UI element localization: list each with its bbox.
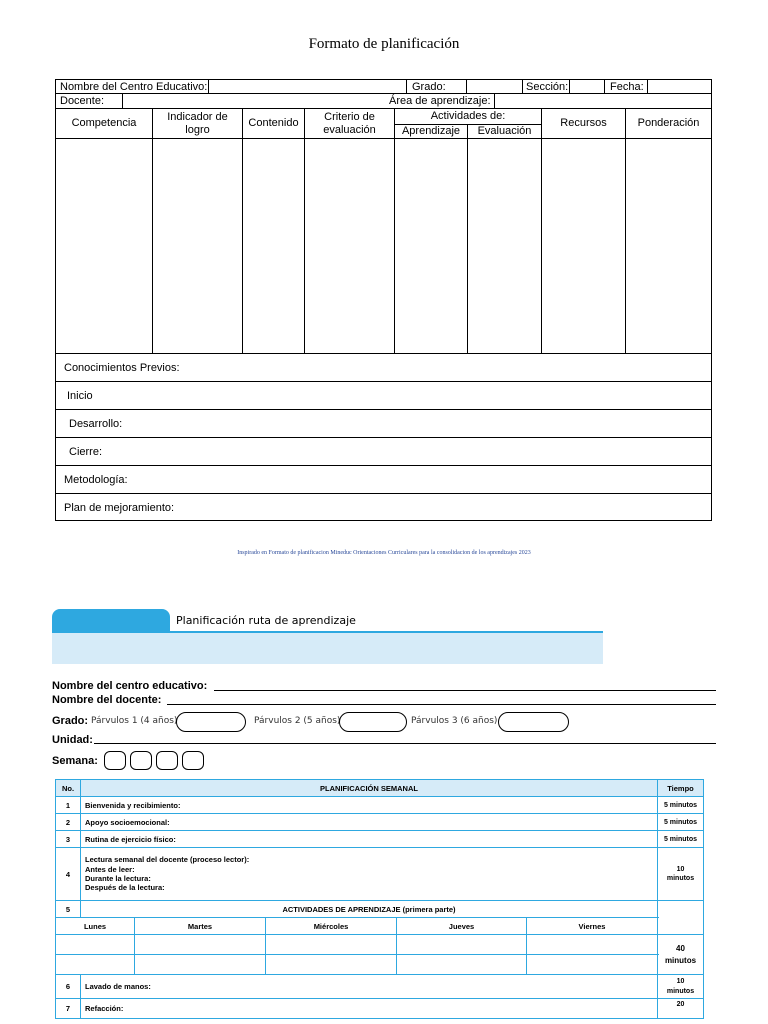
unit-field-line[interactable]	[94, 743, 716, 744]
school-label: Nombre del Centro Educativo:	[60, 81, 208, 93]
col-plan: PLANIFICACIÓN SEMANAL	[81, 780, 658, 797]
date-label: Fecha:	[610, 81, 644, 93]
planning-form-table	[55, 79, 712, 521]
section-label: Sección:	[526, 81, 569, 93]
day-lunes: Lunes	[56, 918, 135, 935]
week-field-label: Semana:	[52, 755, 98, 767]
metodologia-label: Metodología:	[64, 474, 128, 486]
table-row: 4 Lectura semanal del docente (proceso lector): Antes de leer: Durante la lectura: Después de la lectura: 10 minutos	[56, 848, 704, 901]
col-competencia: Competencia	[71, 117, 137, 130]
table-row: 2 Apoyo socioemocional: 5 minutos	[56, 814, 704, 831]
table-row: 7 Refacción: 20	[56, 999, 704, 1019]
week-box-1[interactable]	[104, 751, 126, 770]
week-box-2[interactable]	[130, 751, 152, 770]
document-title: Formato de planificación	[308, 36, 460, 52]
col-indicador: Indicador de logro	[167, 110, 228, 136]
grade-option-1: Párvulos 1 (4 años)	[91, 716, 178, 726]
table-row: 5 ACTIVIDADES DE APRENDIZAJE (primera parte)	[56, 901, 704, 918]
week-box-3[interactable]	[156, 751, 178, 770]
col-time: Tiempo	[658, 780, 704, 797]
grade-option-2-box[interactable]	[339, 712, 407, 732]
day-viernes: Viernes	[527, 918, 658, 935]
teacher-field-line[interactable]	[167, 704, 716, 705]
grade-option-3-box[interactable]	[498, 712, 569, 732]
school-field-line[interactable]	[214, 690, 716, 691]
col-evaluacion: Evaluación	[477, 125, 532, 138]
table-row: 3 Rutina de ejercicio físico: 5 minutos	[56, 831, 704, 848]
area-label: Área de aprendizaje:	[389, 95, 491, 107]
col-ponderacion: Ponderación	[637, 117, 700, 130]
source-footnote: Inspirado en Formato de planificacion Mineduc Orientaciones Curriculares para la consolidacion de los aprendizajes 2023	[237, 550, 531, 556]
grade-field-label: Grado:	[52, 715, 89, 727]
table-row: 6 Lavado de manos: 10 minutos	[56, 975, 704, 999]
day-jueves: Jueves	[397, 918, 527, 935]
desarrollo-label: Desarrollo:	[69, 418, 123, 430]
unit-field-label: Unidad:	[52, 734, 93, 746]
days-header-row	[56, 918, 704, 935]
col-contenido: Contenido	[248, 117, 299, 130]
table-row	[56, 955, 704, 975]
plan-label: Plan de mejoramiento:	[64, 502, 175, 514]
table-row: 40 minutos	[56, 935, 704, 955]
conocimientos-label: Conocimientos Previos:	[64, 362, 180, 374]
grade-label: Grado:	[412, 81, 446, 93]
col-no: No.	[56, 780, 81, 797]
day-miercoles: Miércoles	[266, 918, 397, 935]
teacher-field-label: Nombre del docente:	[52, 694, 162, 706]
col-actividades: Actividades de:	[430, 110, 506, 123]
col-aprendizaje: Aprendizaje	[401, 125, 461, 138]
inicio-label: Inicio	[67, 390, 93, 402]
grade-option-1-box[interactable]	[176, 712, 246, 732]
table-row: 1 Bienvenida y recibimiento: 5 minutos	[56, 797, 704, 814]
week-box-4[interactable]	[182, 751, 204, 770]
col-recursos: Recursos	[560, 117, 607, 130]
grade-option-3: Párvulos 3 (6 años)	[411, 716, 498, 726]
section-title: Planificación ruta de aprendizaje	[176, 614, 356, 627]
header-tab	[52, 609, 170, 632]
cierre-label: Cierre:	[69, 446, 103, 458]
header-band	[52, 633, 603, 664]
teacher-label: Docente:	[60, 95, 105, 107]
weekly-plan-table	[55, 779, 704, 1019]
col-criterio: Criterio de evaluación	[323, 110, 376, 136]
school-field-label: Nombre del centro educativo:	[52, 680, 208, 692]
day-martes: Martes	[135, 918, 266, 935]
grade-option-2: Párvulos 2 (5 años)	[254, 716, 341, 726]
